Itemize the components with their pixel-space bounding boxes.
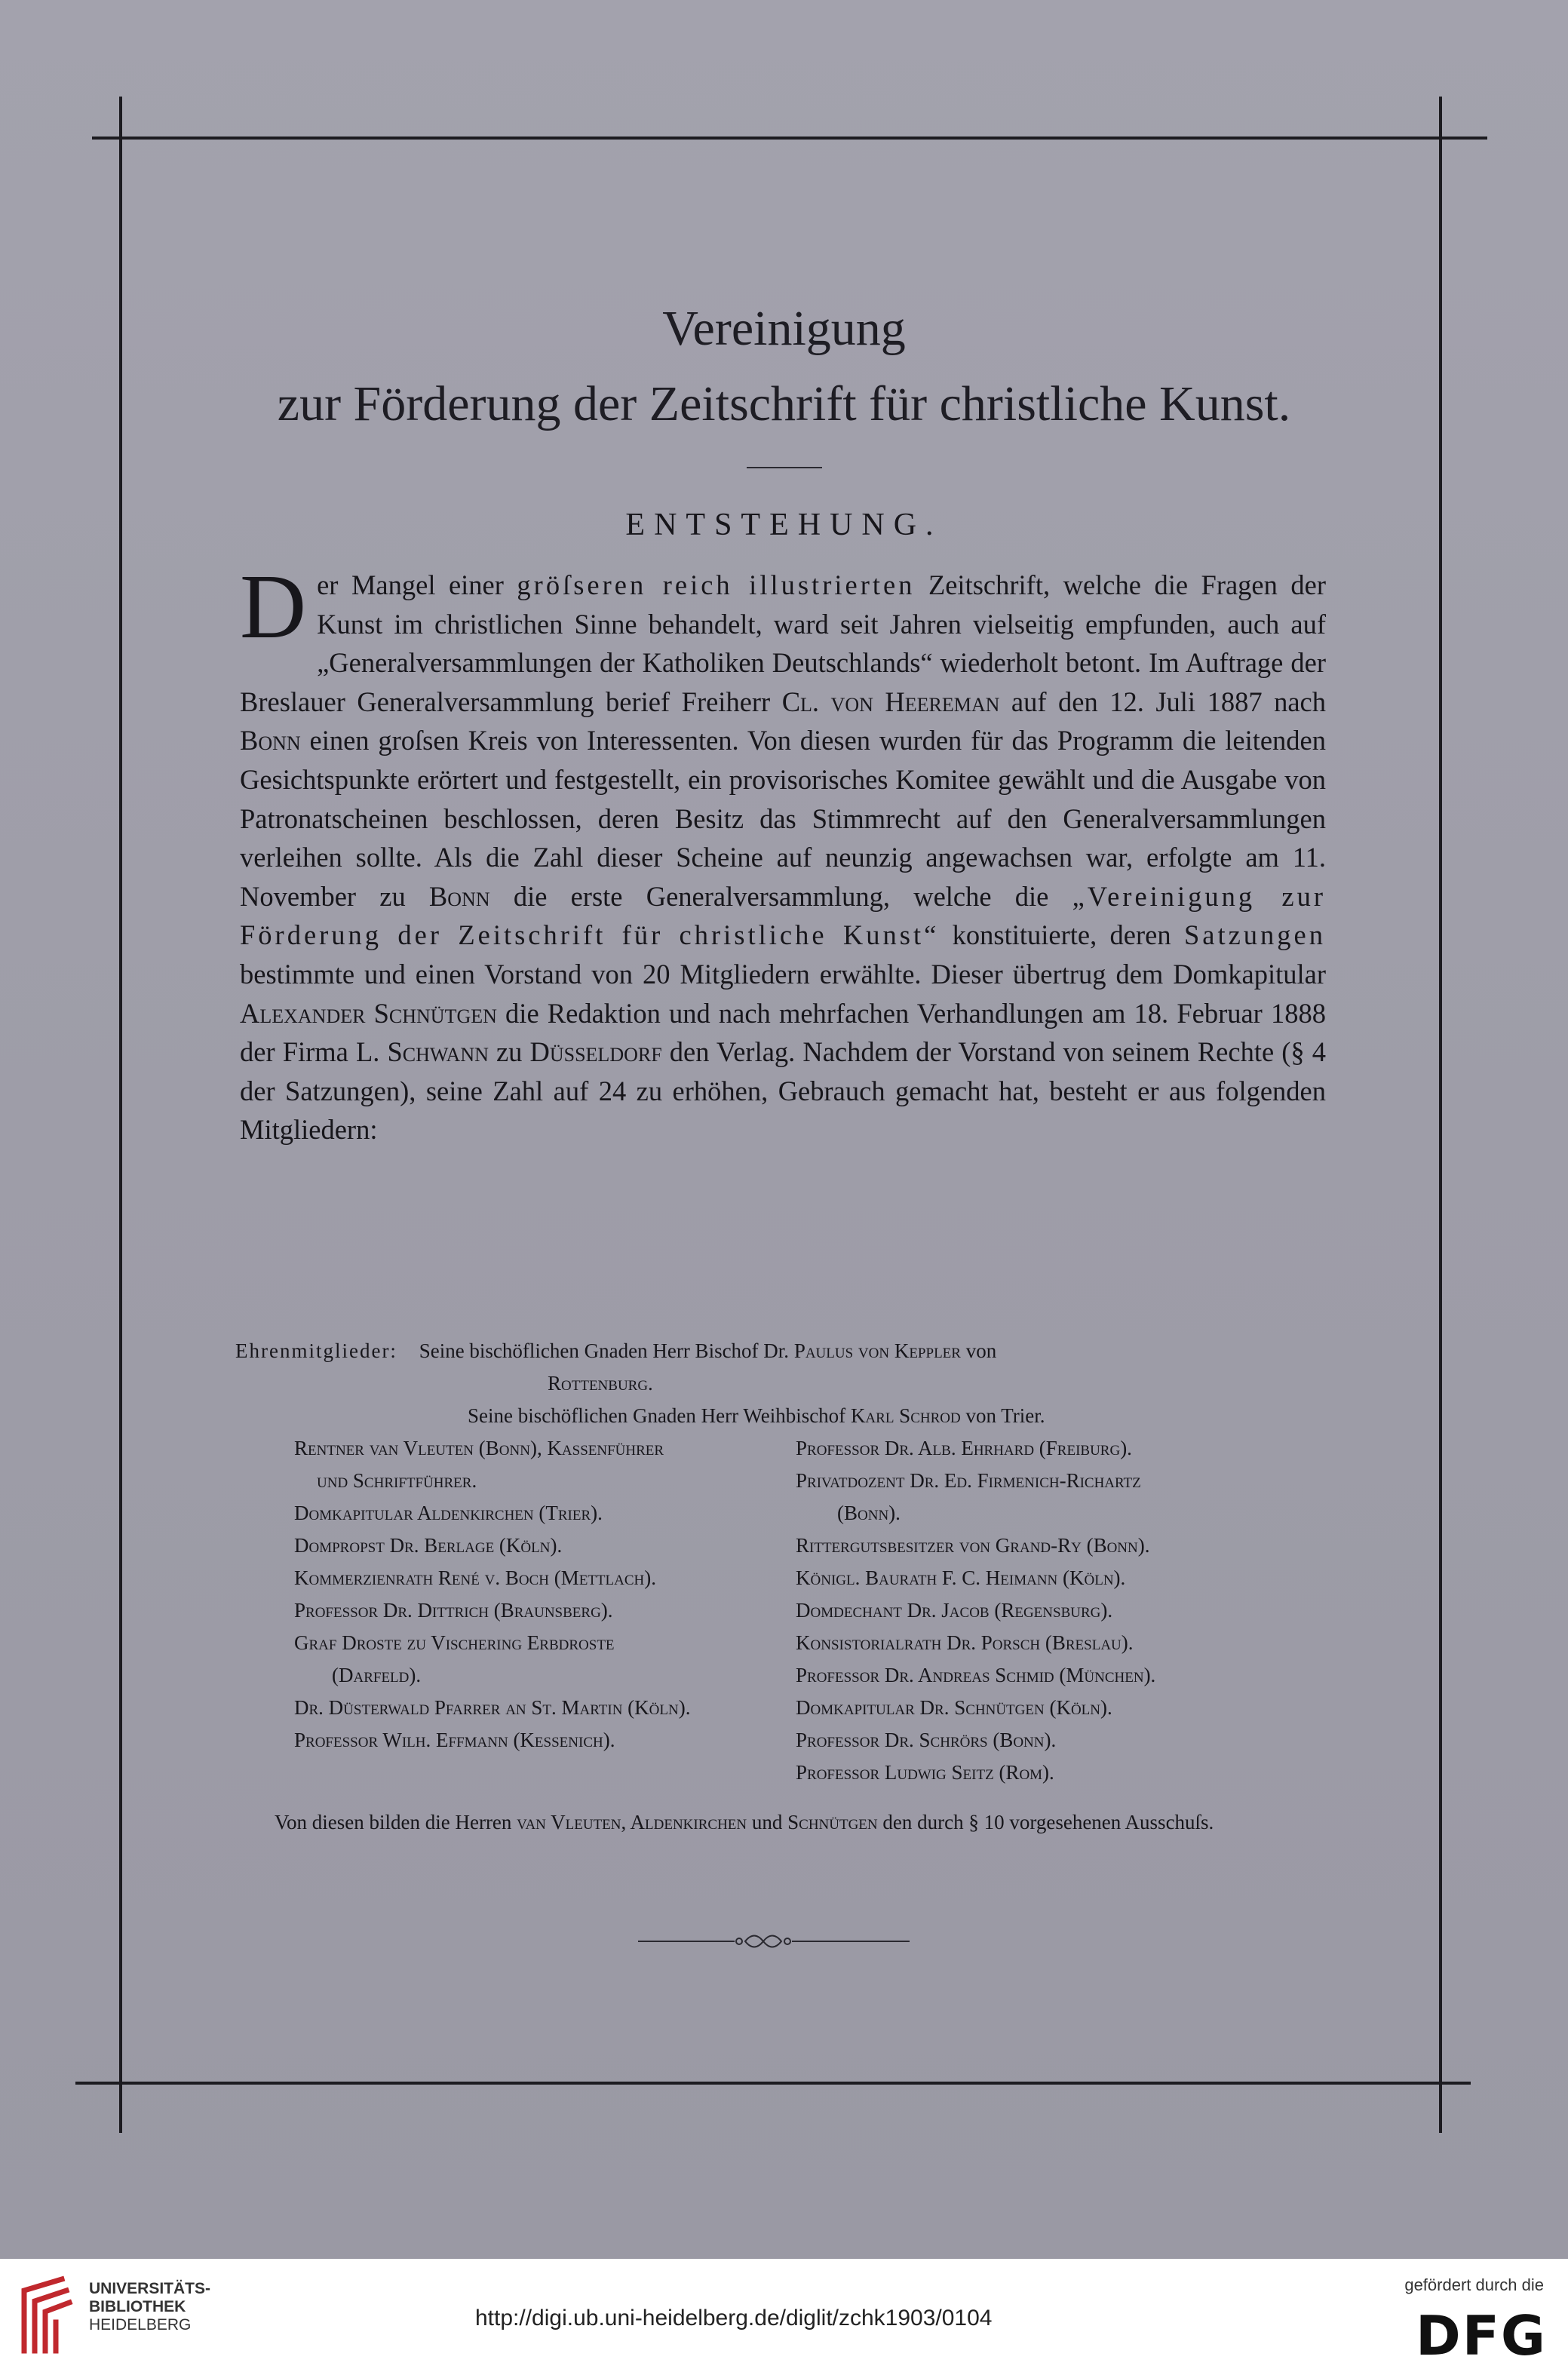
member-entry: Domdechant Dr. Jacob (Regensburg). (796, 1599, 1113, 1622)
intro-paragraph: Der Mangel einer gröſseren reich illustrierten Zeitschrift, welche die Fragen der Kunst im christlichen Sinne behandelt, ward seit Jahren vielseitig empfunden, auch auf „Generalversammlungen der Katholiken Deutschlands“ wiederholt betont. Im Auftrage der Breslauer Generalversammlung berief Freiherr Cl. von Heereman auf den 12. Juli 1887 nach Bonn einen groſsen Kreis von Interessenten. Von diesen wurden für das Programm die leitenden Gesichtspunkte erörtert und festgestellt, ein provisorisches Komitee gewählt und die Ausgabe von Patronatscheinen beschlossen, deren Besitz das Stimmrecht auf den Generalversammlungen verleihen sollte. Als die Zahl dieser Scheine auf neunzig angewachsen war, erfolgte am 11. November zu Bonn die erste Generalversammlung, welche die „Vereinigung zur Förderung der Zeitschrift für christliche Kunst“ konstituierte, deren Satzungen bestimmte und einen Vorstand von 20 Mitgliedern erwählte. Dieser übertrug dem Domkapitular Alexander Schnütgen die Redaktion und nach mehrfachen Verhandlungen am 18. Februar 1888 der Firma L. Schwann zu Düsseldorf den Verlag. Nachdem der Vorstand von seinem Rechte (§ 4 der Satzungen), seine Zahl auf 24 zu erhöhen, Gebrauch gemacht hat, besteht er aus folgenden Mitgliedern: (240, 556, 1326, 1146)
member-entry: (Darfeld). (332, 1664, 422, 1686)
member-entry: Professor Dr. Andreas Schmid (München). (796, 1664, 1156, 1686)
sponsor-text: gefördert durch die (1404, 2275, 1544, 2294)
member-entry: Privatdozent Dr. Ed. Firmenich-Richartz (796, 1469, 1141, 1492)
members-right-column (796, 1432, 1155, 1789)
member-entry: Kommerzienrath René v. Boch (Mettlach). (294, 1566, 656, 1589)
ornament-divider (638, 1932, 910, 1950)
member-entry: Konsistorialrath Dr. Porsch (Breslau). (796, 1631, 1134, 1654)
member-entry: Domkapitular Dr. Schnütgen (Köln). (796, 1696, 1112, 1719)
library-logo-icon (17, 2275, 74, 2357)
honorary-line-1-cont: Rottenburg. (548, 1372, 653, 1395)
border-bottom-rule (75, 2082, 1471, 2085)
title-line-2: zur Förderung der Zeitschrift für christliche Kunst. (277, 376, 1291, 431)
honorary-line-2: Seine bischöflichen Gnaden Herr Weihbischof Karl Schrod von Trier. (468, 1404, 1045, 1427)
member-entry: Dompropst Dr. Berlage (Köln). (294, 1534, 563, 1557)
member-entry: Professor Wilh. Effmann (Kessenich). (294, 1729, 615, 1751)
member-entry: Professor Dr. Dittrich (Braunsberg). (294, 1599, 613, 1622)
title-line-1: Vereinigung (662, 301, 906, 356)
library-name: UNIVERSITÄTS- BIBLIOTHEK HEIDELBERG (89, 2280, 211, 2334)
section-heading: ENTSTEHUNG. (625, 508, 943, 542)
member-entry: Dr. Düsterwald Pfarrer an St. Martin (Köln). (294, 1696, 691, 1719)
member-entry: (Bonn). (837, 1502, 901, 1524)
dfg-logo: DFG (1415, 2304, 1547, 2367)
members-left-column (294, 1432, 690, 1757)
member-entry: Rentner van Vleuten (Bonn), Kassenführer (294, 1437, 664, 1459)
honorary-label: Ehrenmitglieder: (235, 1339, 397, 1362)
honorary-line-1: Ehrenmitglieder: Seine bischöflichen Gnaden Herr Bischof Dr. Paulus von Keppler von (235, 1339, 997, 1362)
drop-cap: D (240, 556, 307, 658)
member-entry: Domkapitular Aldenkirchen (Trier). (294, 1502, 603, 1524)
border-top-rule (92, 137, 1487, 140)
member-entry: Professor Dr. Schrörs (Bonn). (796, 1729, 1057, 1751)
member-entry: Professor Dr. Alb. Ehrhard (Freiburg). (796, 1437, 1132, 1459)
member-entry: Graf Droste zu Vischering Erbdroste (294, 1631, 615, 1654)
committee-note: Von diesen bilden die Herren van Vleuten, Aldenkirchen und Schnütgen den durch § 10 vorgesehenen Ausschuſs. (275, 1811, 1214, 1833)
member-entry: Rittergutsbesitzer von Grand-Ry (Bonn). (796, 1534, 1150, 1557)
member-entry: Professor Ludwig Seitz (Rom). (796, 1761, 1054, 1784)
title-divider (747, 467, 822, 468)
member-entry: und Schriftführer. (317, 1469, 477, 1492)
source-url-link[interactable]: http://digi.ub.uni-heidelberg.de/diglit/zchk1903/0104 (475, 2306, 993, 2330)
footer-bar (0, 2259, 1568, 2378)
member-entry: Königl. Baurath F. C. Heimann (Köln). (796, 1566, 1126, 1589)
